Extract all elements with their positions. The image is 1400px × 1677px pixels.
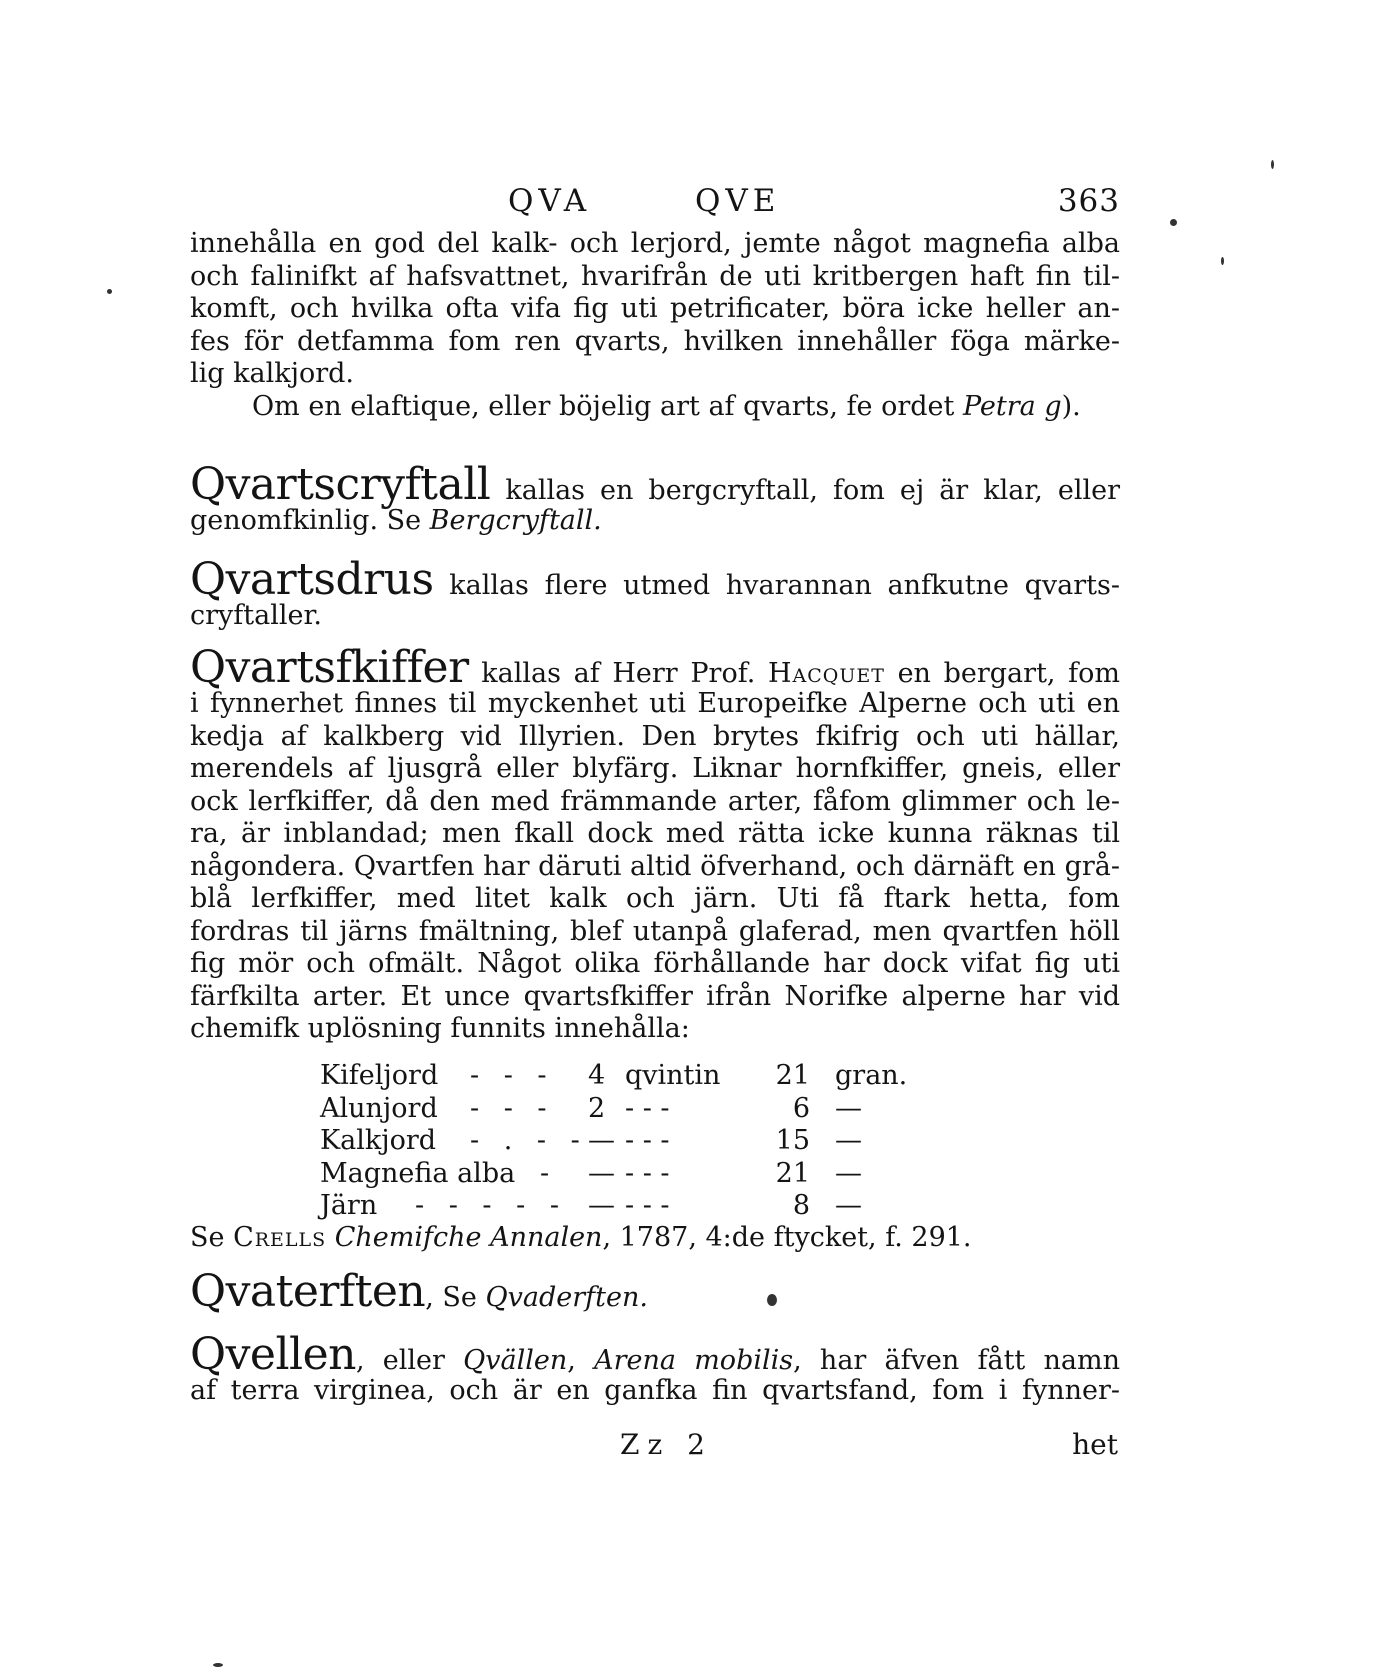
header-right: QVE	[695, 183, 781, 219]
gran-value: 21	[775, 1157, 810, 1189]
qvintin-value: 4	[588, 1060, 606, 1091]
text-line: merendels af ljusgrå eller blyfärg. Liknar hornfkiffer, gneis, eller	[190, 753, 1120, 784]
qvintin-unit: - - -	[625, 1190, 670, 1221]
text-line: ock lerfkiffer, då den med främmande arter, fåfom glimmer och le-	[190, 785, 1120, 817]
note-line	[190, 391, 1120, 424]
entry-first-line	[190, 1266, 1120, 1317]
entry-text: ,	[567, 1345, 595, 1376]
continuation-paragraph	[190, 228, 1120, 423]
gran-value: 15	[775, 1125, 810, 1156]
table-row	[320, 1190, 940, 1223]
entry-text: en bergart, fom	[884, 658, 1121, 689]
gran-unit: gran.	[835, 1060, 908, 1091]
cross-reference: Bergcryftall.	[429, 505, 602, 536]
composition-table	[320, 1060, 940, 1223]
entry-text: kallas flere utmed hvarannan anfkutne qvarts-	[433, 570, 1120, 601]
note-ref: Petra g	[962, 390, 1062, 422]
entry-qvatersten	[190, 1266, 1120, 1317]
entry-text: , eller	[356, 1345, 464, 1376]
qvintin-value: —	[588, 1125, 615, 1156]
note-text: Om en elaftique, eller böjelig art af qvarts, fe ordet	[252, 390, 963, 422]
headword: Qvellen	[190, 1329, 356, 1380]
entry-qvartsdrus	[190, 554, 1120, 633]
entry-qvartsskiffer	[190, 642, 1121, 1046]
cross-reference: Qvaderften.	[485, 1282, 648, 1313]
ink-speck	[1170, 219, 1177, 226]
citation-text: , 1787, 4:de ftycket, f. 291.	[602, 1222, 972, 1253]
text-line: innehålla en god del kalk- och lerjord, jemte något magnefia alba	[190, 228, 1120, 259]
leader-dashes: - . - -	[470, 1125, 588, 1156]
text-line: kedja af kalkberg vid Illyrien. Den brytes fkifrig och uti hällar,	[190, 720, 1120, 752]
entry-first-line	[190, 1329, 1120, 1380]
substance-name: Kalkjord	[320, 1125, 437, 1156]
text-line: ra, är inblandad; men fkall dock med rätta icke kunna räknas til	[190, 818, 1120, 849]
text-line: i fynnerhet finnes til myckenhet uti Europeifke Alperne och uti en	[190, 688, 1120, 719]
gran-value: 8	[792, 1190, 810, 1221]
gran-value: 21	[775, 1060, 810, 1091]
page-number: 363	[1057, 183, 1120, 219]
text-line: chemifk uplösning funnits innehålla:	[190, 1013, 690, 1044]
ink-speck	[767, 1294, 777, 1306]
headword: Qvartsdrus	[190, 554, 434, 605]
ink-speck	[1271, 160, 1274, 169]
running-header	[190, 183, 1120, 231]
headword: Qvartsfkiffer	[190, 642, 469, 693]
gran-unit: —	[835, 1157, 862, 1189]
signature-mark: Zz 2	[620, 1428, 713, 1461]
person-name: Hacquet	[767, 658, 885, 689]
alternate-name: Qvällen	[463, 1345, 568, 1376]
text-line: komft, och hvilka ofta vifa fig uti petrificater, böra icke heller an-	[190, 293, 1120, 324]
table-row	[320, 1060, 940, 1093]
qvintin-unit: - - -	[625, 1092, 670, 1124]
entry-first-line	[190, 642, 1121, 693]
gran-unit: —	[835, 1092, 862, 1124]
substance-name: Kifeljord	[320, 1060, 439, 1091]
citation-author: Crells	[233, 1222, 327, 1253]
qvintin-unit: - - -	[625, 1157, 670, 1189]
substance-name: Alunjord	[320, 1092, 438, 1124]
qvintin-value: —	[588, 1157, 615, 1189]
entry-first-line	[190, 554, 1120, 605]
leader-dashes: - - -	[470, 1060, 555, 1091]
gran-unit: —	[835, 1125, 862, 1156]
table-row	[320, 1125, 940, 1158]
entry-qvartscrystall	[190, 459, 1120, 538]
text-line: fordras til järns fmältning, blef utanpå glaferad, men qvartfen höll	[190, 915, 1120, 947]
source-citation	[190, 1222, 1120, 1255]
gran-value: 6	[792, 1092, 810, 1124]
qvintin-value: 2	[588, 1092, 606, 1124]
substance-name: Magnefia alba	[320, 1157, 516, 1189]
text-line: af terra virginea, och är en ganfka fin qvartsfand, fom i fynner-	[190, 1375, 1120, 1406]
ink-speck	[107, 289, 112, 294]
substance-name: Järn	[320, 1190, 378, 1221]
table-row	[320, 1158, 940, 1191]
entry-text: genomfkinlig. Se	[190, 505, 430, 536]
entry-qvellen	[190, 1329, 1120, 1408]
ink-speck	[1221, 257, 1224, 265]
leader-dashes: - - -	[470, 1092, 555, 1124]
leader-dashes: -	[540, 1157, 558, 1189]
qvintin-unit: qvintin	[625, 1060, 721, 1091]
entry-text: kallas en bergcryftall, fom ej är klar, eller	[490, 475, 1120, 506]
text-line: fig mör och ofmält. Något olika förhållande har dock vifat fig uti	[190, 948, 1120, 979]
ink-speck	[213, 1663, 223, 1667]
headword: Qvaterften	[190, 1266, 426, 1317]
qvintin-unit: - - -	[625, 1125, 670, 1156]
entry-text: , Se	[425, 1282, 486, 1313]
latin-name: Arena mobilis	[594, 1345, 794, 1376]
entry-first-line	[190, 459, 1120, 510]
text-line: någondera. Qvartfen har däruti altid öfverhand, och därnäft en grå-	[190, 850, 1120, 882]
entry-text: , har äfven fått namn	[793, 1345, 1120, 1376]
entry-text: kallas af Herr Prof.	[468, 658, 768, 689]
citation-line	[190, 1222, 1120, 1255]
headword: Qvartscryftall	[190, 459, 491, 510]
text-line: och falinifkt af hafsvattnet, hvarifrån de uti kritbergen haft fin til-	[190, 260, 1120, 292]
catchword: het	[1072, 1428, 1118, 1461]
qvintin-value: —	[588, 1190, 615, 1221]
text-line	[190, 505, 1120, 538]
table-row	[320, 1093, 940, 1126]
leader-dashes: - - - - -	[415, 1190, 567, 1221]
text-line: blå lerfkiffer, med litet kalk och järn. Uti få ftark hetta, fom	[190, 883, 1120, 914]
gran-unit: —	[835, 1190, 862, 1221]
citation-text: Se	[190, 1222, 234, 1253]
header-left: QVA	[508, 183, 592, 219]
text-line: färfkilta arter. Et unce qvartsfkiffer ifrån Norifke alperne har vid	[190, 980, 1120, 1012]
text-line: lig kalkjord.	[190, 358, 354, 389]
text-line: fes för detfamma fom ren qvarts, hvilken innehåller föga märke-	[190, 325, 1120, 357]
citation-title: Chemifche Annalen	[326, 1222, 603, 1253]
note-tail: ).	[1061, 390, 1081, 422]
text-line: cryftaller.	[190, 600, 322, 631]
